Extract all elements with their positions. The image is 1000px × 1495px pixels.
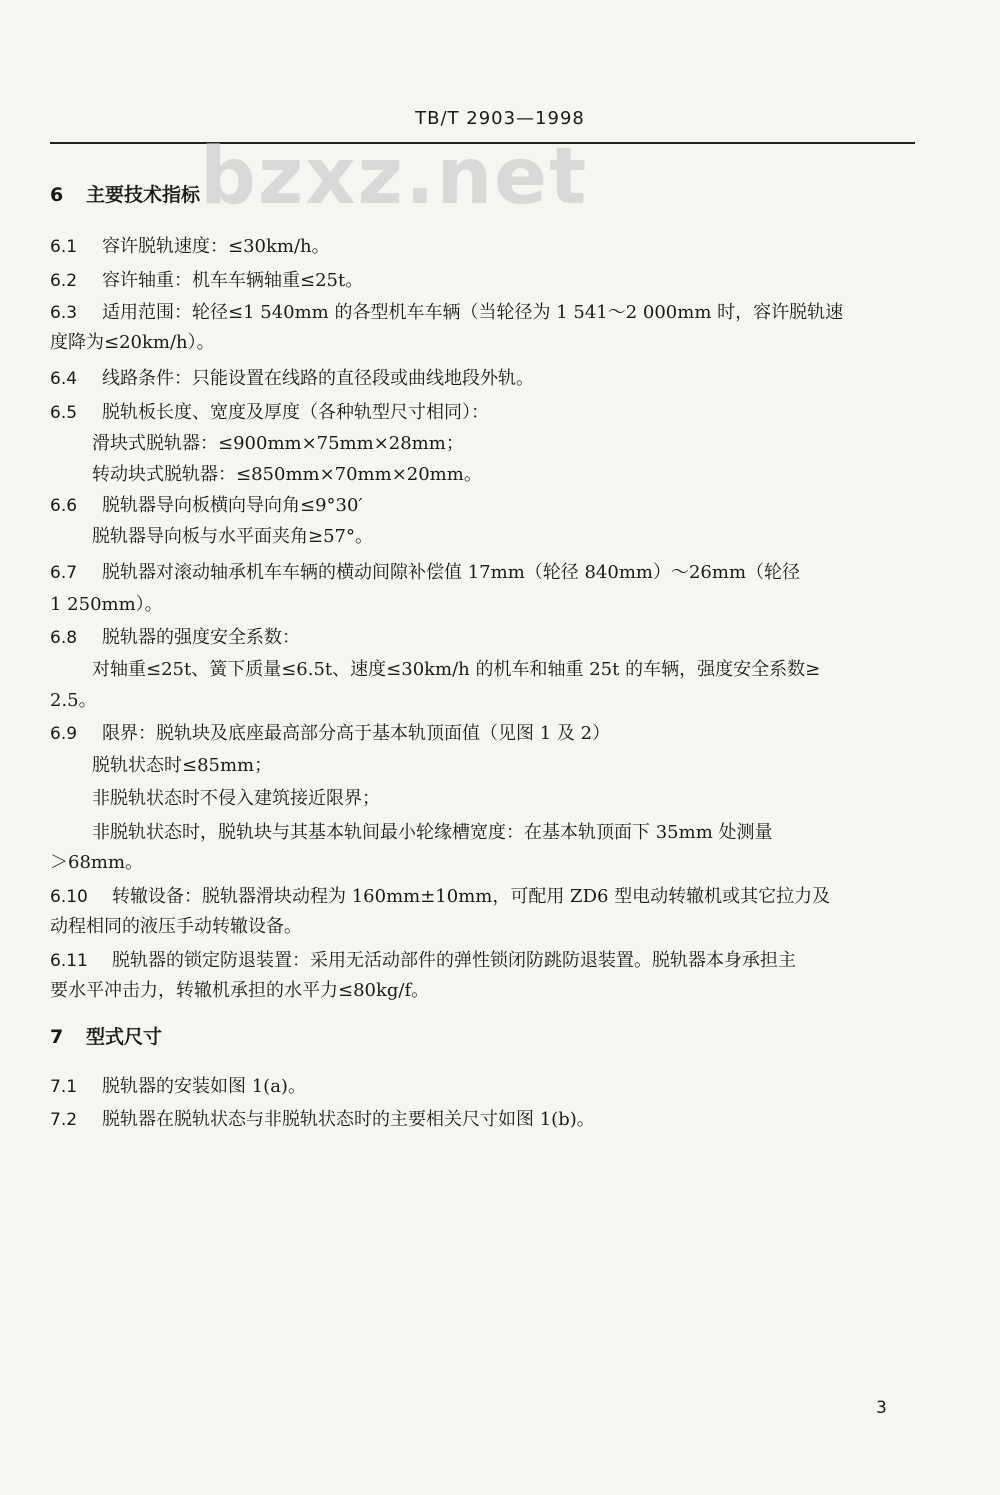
item-number: 6.6 <box>50 496 78 516</box>
item-6-5-sub-1: 滑块式脱轨器：≤900mm×75mm×28mm； <box>92 433 464 454</box>
watermark: bzxz.net <box>200 132 589 222</box>
item-text: 脱轨器的强度安全系数： <box>102 627 300 648</box>
item-7-1 <box>50 1072 920 1098</box>
item-number: 6.10 <box>50 887 88 907</box>
item-6-3-continuation: 度降为≤20km/h）。 <box>50 332 215 353</box>
item-text: 脱轨器对滚动轴承机车车辆的横动间隙补偿值 17mm（轮径 840mm）～26mm（轮径 <box>102 562 801 583</box>
item-text: 限界：脱轨块及底座最高部分高于基本轨顶面值（见图 1 及 2） <box>102 723 611 744</box>
item-number: 6.8 <box>50 628 78 648</box>
item-6-10 <box>50 882 920 908</box>
item-6-5-sub-2: 转动块式脱轨器：≤850mm×70mm×20mm。 <box>92 464 482 485</box>
item-number: 6.1 <box>50 237 78 257</box>
item-text: 容许脱轨速度：≤30km/h。 <box>102 236 330 257</box>
section-title: 主要技术指标 <box>86 184 201 206</box>
section-6-heading <box>50 180 200 207</box>
section-number: 7 <box>50 1026 64 1048</box>
item-text: 线路条件：只能设置在线路的直径段或曲线地段外轨。 <box>102 368 534 389</box>
item-text: 脱轨器的安装如图 1(a)。 <box>102 1076 306 1097</box>
item-number: 6.3 <box>50 303 78 323</box>
page-number: 3 <box>876 1398 887 1418</box>
item-6-11-continuation: 要水平冲击力，转辙机承担的水平力≤80kg/f。 <box>50 980 430 1001</box>
item-6-8-sub-1: 对轴重≤25t、簧下质量≤6.5t、速度≤30km/h 的机车和轴重 25t 的车辆，强度安全系数≥ <box>92 659 821 680</box>
item-number: 7.1 <box>50 1077 78 1097</box>
item-6-4 <box>50 364 920 390</box>
item-6-7-continuation: 1 250mm）。 <box>50 594 163 615</box>
item-6-11 <box>50 946 920 972</box>
item-6-8-continuation: 2.5。 <box>50 690 97 711</box>
item-6-9 <box>50 719 920 745</box>
item-number: 7.2 <box>50 1110 78 1130</box>
standard-code-header: TB/T 2903—1998 <box>415 108 585 129</box>
item-6-9-sub-3: 非脱轨状态时，脱轨块与其基本轨间最小轮缘槽宽度：在基本轨顶面下 35mm 处测量 <box>92 822 773 843</box>
item-6-9-sub-1: 脱轨状态时≤85mm； <box>92 755 273 776</box>
item-7-2 <box>50 1105 920 1131</box>
item-text: 脱轨板长度、宽度及厚度（各种轨型尺寸相同）： <box>102 402 489 423</box>
section-7-heading <box>50 1022 162 1049</box>
item-number: 6.7 <box>50 563 78 583</box>
item-6-10-continuation: 动程相同的液压手动转辙设备。 <box>50 916 302 937</box>
item-text: 脱轨器导向板横向导向角≤9°30′ <box>102 495 363 516</box>
item-6-1 <box>50 232 920 258</box>
item-6-5 <box>50 398 920 424</box>
item-6-6-sub-1: 脱轨器导向板与水平面夹角≥57°。 <box>92 526 373 547</box>
item-6-8 <box>50 623 920 649</box>
item-6-2 <box>50 266 920 292</box>
item-text: 容许轴重：机车车辆轴重≤25t。 <box>102 270 364 291</box>
item-number: 6.11 <box>50 951 88 971</box>
item-6-9-continuation: ＞68mm。 <box>50 852 144 873</box>
item-number: 6.4 <box>50 369 78 389</box>
item-text: 脱轨器在脱轨状态与非脱轨状态时的主要相关尺寸如图 1(b)。 <box>102 1109 595 1130</box>
item-text: 脱轨器的锁定防退装置：采用无活动部件的弹性锁闭防跳防退装置。脱轨器本身承担主 <box>112 950 796 971</box>
item-number: 6.9 <box>50 724 78 744</box>
item-6-9-sub-2: 非脱轨状态时不侵入建筑接近限界； <box>92 788 380 809</box>
section-number: 6 <box>50 184 64 206</box>
item-6-6 <box>50 491 920 517</box>
item-6-7 <box>50 558 920 584</box>
item-number: 6.5 <box>50 403 78 423</box>
item-text: 适用范围：轮径≤1 540mm 的各型机车车辆（当轮径为 1 541～2 000mm 时，容许脱轨速 <box>102 302 844 323</box>
item-text: 转辙设备：脱轨器滑块动程为 160mm±10mm，可配用 ZD6 型电动转辙机或其它拉力及 <box>112 886 831 907</box>
section-title: 型式尺寸 <box>86 1026 163 1048</box>
item-number: 6.2 <box>50 271 78 291</box>
item-6-3 <box>50 298 920 324</box>
